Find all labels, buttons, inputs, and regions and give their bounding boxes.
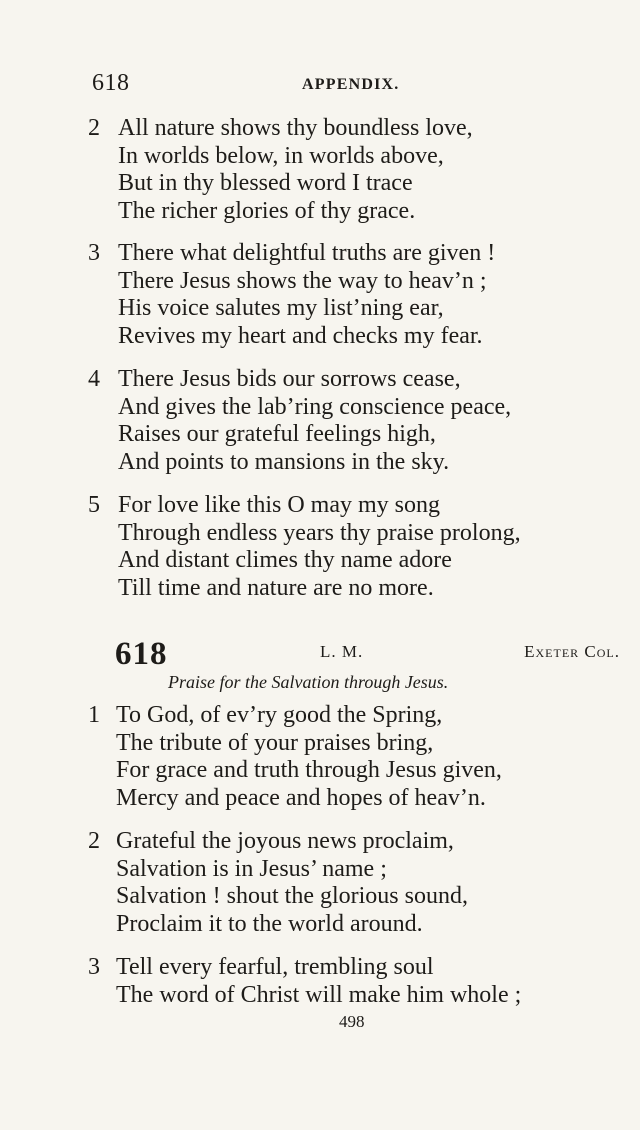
stanza-number: 2 [88, 115, 100, 141]
verse-line: And distant climes thy name adore [118, 547, 452, 573]
verse-line: But in thy blessed word I trace [118, 170, 413, 196]
verse-line: The tribute of your praises bring, [116, 729, 434, 756]
verse-line: Till time and nature are no more. [118, 574, 434, 601]
stanza-number: 3 [88, 240, 100, 266]
stanza-lines [118, 115, 473, 225]
verse-line: Proclaim it to the world around. [116, 910, 423, 937]
verse-line: His voice salutes my list’ning ear, [118, 295, 444, 321]
stanza-lines [118, 492, 521, 602]
stanza-lines [116, 828, 468, 938]
verse-line: For grace and truth through Jesus given, [116, 757, 502, 783]
verse-line: To God, of ev’ry good the Spring, [116, 702, 443, 728]
hymn-number: 618 [115, 636, 168, 672]
hymn-heading [115, 636, 620, 676]
verse-line: The richer glories of thy grace. [118, 197, 416, 224]
verse-line: There Jesus bids our sorrows cease, [118, 366, 461, 392]
verse-line: Raises our grateful feelings high, [118, 421, 436, 447]
page-header [92, 70, 432, 100]
stanza-lines [118, 366, 511, 476]
hymn-meter: L. M. [320, 642, 364, 661]
stanza-number: 2 [88, 828, 100, 854]
stanza-number: 3 [88, 954, 100, 980]
verse-line: The word of Christ will make him whole ; [116, 981, 522, 1008]
hymn-tune: Exeter Col. [524, 642, 620, 661]
verse-line: Mercy and peace and hopes of heav’n. [116, 784, 486, 811]
verse-line: Revives my heart and checks my fear. [118, 322, 483, 349]
stanza-number: 1 [88, 702, 100, 728]
stanza-number: 4 [88, 366, 100, 392]
hymn-subtitle: Praise for the Salvation through Jesus. [168, 672, 449, 692]
verse-line: All nature shows thy boundless love, [118, 115, 473, 141]
verse-line: And gives the lab’ring conscience peace, [118, 393, 512, 420]
verse-line: There what delightful truths are given ! [118, 240, 496, 266]
verse-line: Through endless years thy praise prolong, [118, 519, 521, 546]
verse-line: Tell every fearful, trembling soul [116, 954, 434, 980]
stanza-lines [116, 702, 502, 812]
verse-line: There Jesus shows the way to heav’n ; [118, 267, 487, 294]
page-number: 618 [92, 70, 130, 96]
verse-line: Salvation is in Jesus’ name ; [116, 855, 387, 882]
verse-line: In worlds below, in worlds above, [118, 142, 444, 169]
stanza-lines [118, 240, 495, 350]
stanza-lines [116, 954, 521, 1009]
stanza-number: 5 [88, 492, 100, 518]
verse-line: Grateful the joyous news proclaim, [116, 828, 454, 854]
running-title: APPENDIX. [302, 76, 400, 93]
verse-line: And points to mansions in the sky. [118, 448, 450, 475]
footer-page-number: 498 [339, 1012, 365, 1031]
verse-line: For love like this O may my song [118, 492, 440, 518]
verse-line: Salvation ! shout the glorious sound, [116, 883, 468, 909]
